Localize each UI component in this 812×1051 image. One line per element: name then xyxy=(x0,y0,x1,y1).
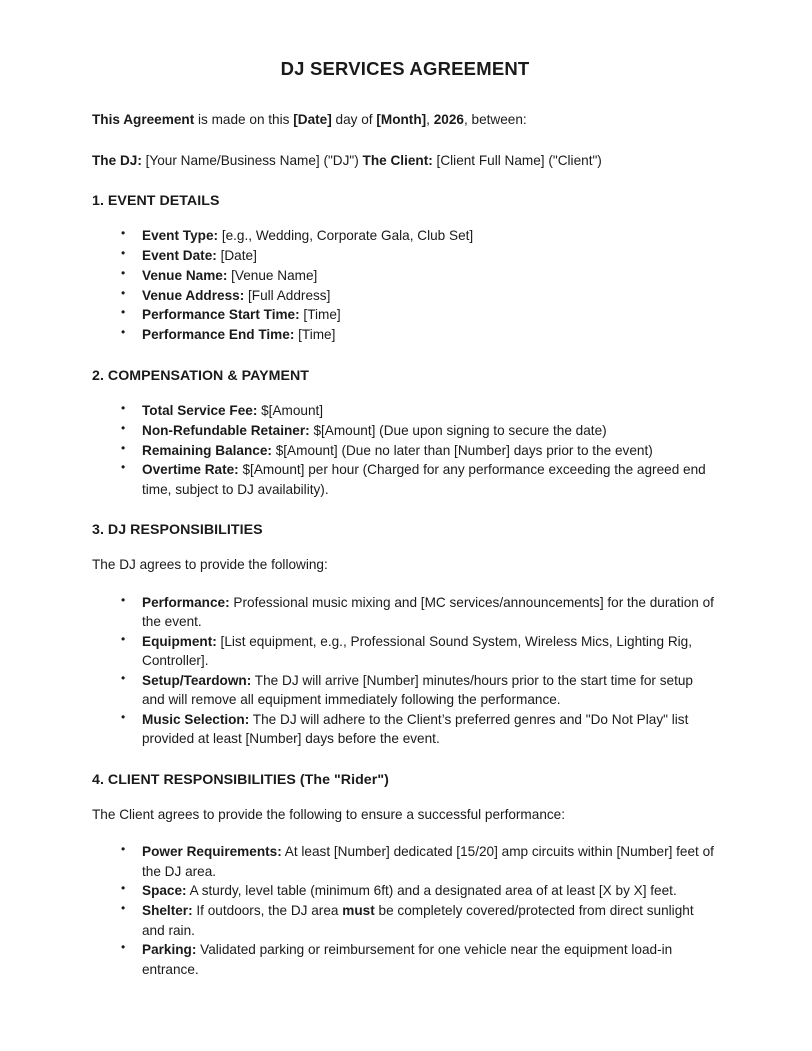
bullet-list xyxy=(92,226,718,344)
bullet-text: [List equipment, e.g., Professional Sound System, Wireless Mics, Lighting Rig, Controller]. xyxy=(142,633,693,669)
bullet-text: $[Amount] (Due no later than [Number] days prior to the event) xyxy=(271,442,653,458)
bullet-text: [Time] xyxy=(299,307,341,323)
list-item xyxy=(92,901,718,940)
list-item xyxy=(92,286,718,305)
list-item xyxy=(92,940,718,979)
list-item xyxy=(92,401,718,420)
list-item xyxy=(92,881,718,900)
bullet-label: Venue Name: xyxy=(142,267,228,283)
preamble-month-placeholder: [Month] xyxy=(376,112,427,128)
list-item xyxy=(92,421,718,440)
bullet-text-pre: If outdoors, the DJ area xyxy=(192,903,343,919)
preamble-year: 2026 xyxy=(433,112,464,128)
sections-container xyxy=(92,192,718,979)
list-item xyxy=(92,441,718,460)
list-item xyxy=(92,460,718,499)
bullet-text: Professional music mixing and [MC services/announcements] for the duration of the event. xyxy=(142,594,714,629)
list-item xyxy=(92,325,718,344)
bullet-label: Setup/Teardown: xyxy=(142,672,252,688)
list-item xyxy=(92,671,718,710)
bullet-text: $[Amount] per hour (Charged for any performance exceeding the agreed end time, subject to DJ availability). xyxy=(142,462,706,497)
section-heading: 3. DJ RESPONSIBILITIES xyxy=(92,521,263,538)
bullet-label: Event Type: xyxy=(142,228,219,244)
parties-paragraph xyxy=(92,151,718,170)
section-intro-text: The DJ agrees to provide the following: xyxy=(92,557,328,573)
preamble-lead: This Agreement xyxy=(92,112,195,128)
section-heading: 4. CLIENT RESPONSIBILITIES (The "Rider") xyxy=(92,771,389,788)
bullet-emphasis: must xyxy=(342,903,375,919)
client-label: The Client: xyxy=(362,153,433,169)
bullet-list xyxy=(92,842,718,979)
list-item xyxy=(92,246,718,265)
bullet-text: A sturdy, level table (minimum 6ft) and a designated area of at least [X by X] feet. xyxy=(186,883,677,899)
bullet-text: [Time] xyxy=(294,327,336,343)
document-section xyxy=(92,367,718,499)
bullet-label: Equipment: xyxy=(142,633,217,649)
bullet-label: Shelter: xyxy=(142,903,193,919)
bullet-label: Overtime Rate: xyxy=(142,462,239,478)
bullet-text: The DJ will adhere to the Client’s preferred genres and "Do Not Play" list provided at least [Number] days before the event. xyxy=(142,711,689,747)
bullet-label: Power Requirements: xyxy=(142,844,282,860)
bullet-text: $[Amount] (Due upon signing to secure the date) xyxy=(309,422,607,438)
bullet-list xyxy=(92,401,718,499)
dj-label: The DJ: xyxy=(92,153,142,169)
bullet-label: Total Service Fee: xyxy=(142,402,258,418)
bullet-text: $[Amount] xyxy=(257,402,324,418)
document-section xyxy=(92,771,718,979)
document-section xyxy=(92,192,718,345)
list-item xyxy=(92,593,718,632)
list-item xyxy=(92,305,718,324)
bullet-label: Space: xyxy=(142,883,187,899)
page-title: DJ SERVICES AGREEMENT xyxy=(280,58,530,79)
bullet-text: The DJ will arrive [Number] minutes/hours prior to the start time for setup and will remove all equipment immediately following the performance. xyxy=(142,672,693,708)
list-item xyxy=(92,266,718,285)
bullet-list xyxy=(92,593,718,749)
bullet-label: Remaining Balance: xyxy=(142,442,272,458)
dj-value: [Your Name/Business Name] ("DJ") xyxy=(141,153,363,169)
preamble-date-placeholder: [Date] xyxy=(293,112,332,128)
bullet-label: Performance: xyxy=(142,594,230,610)
document-section xyxy=(92,521,718,749)
bullet-label: Music Selection: xyxy=(142,711,250,727)
bullet-label: Parking: xyxy=(142,942,197,958)
bullet-text: [Venue Name] xyxy=(227,267,318,283)
bullet-label: Non-Refundable Retainer: xyxy=(142,422,310,438)
client-value: [Client Full Name] ("Client") xyxy=(432,153,602,169)
preamble-text-3: , xyxy=(426,112,434,128)
preamble-text-1: is made on this xyxy=(194,112,294,128)
bullet-label: Event Date: xyxy=(142,248,217,264)
section-heading: 1. EVENT DETAILS xyxy=(92,192,220,209)
bullet-text: At least [Number] dedicated [15/20] amp circuits within [Number] feet of the DJ area. xyxy=(142,844,714,879)
list-item xyxy=(92,632,718,671)
section-heading: 2. COMPENSATION & PAYMENT xyxy=(92,367,309,384)
bullet-label: Performance End Time: xyxy=(142,327,295,343)
list-item xyxy=(92,710,718,749)
list-item xyxy=(92,226,718,245)
preamble-paragraph xyxy=(92,110,718,129)
section-intro-text: The Client agrees to provide the following to ensure a successful performance: xyxy=(92,807,566,823)
bullet-label: Performance Start Time: xyxy=(142,307,300,323)
bullet-text: [e.g., Wedding, Corporate Gala, Club Set] xyxy=(218,228,474,244)
preamble-text-4: , between: xyxy=(463,112,527,128)
preamble-text-2: day of xyxy=(331,112,377,128)
bullet-label: Venue Address: xyxy=(142,287,245,303)
bullet-text-post: be completely covered/protected from direct sunlight and rain. xyxy=(142,903,694,938)
bullet-text: [Date] xyxy=(216,248,257,264)
bullet-text: [Full Address] xyxy=(244,287,331,303)
bullet-text: Validated parking or reimbursement for one vehicle near the equipment load-in entrance. xyxy=(142,942,673,977)
list-item xyxy=(92,842,718,881)
